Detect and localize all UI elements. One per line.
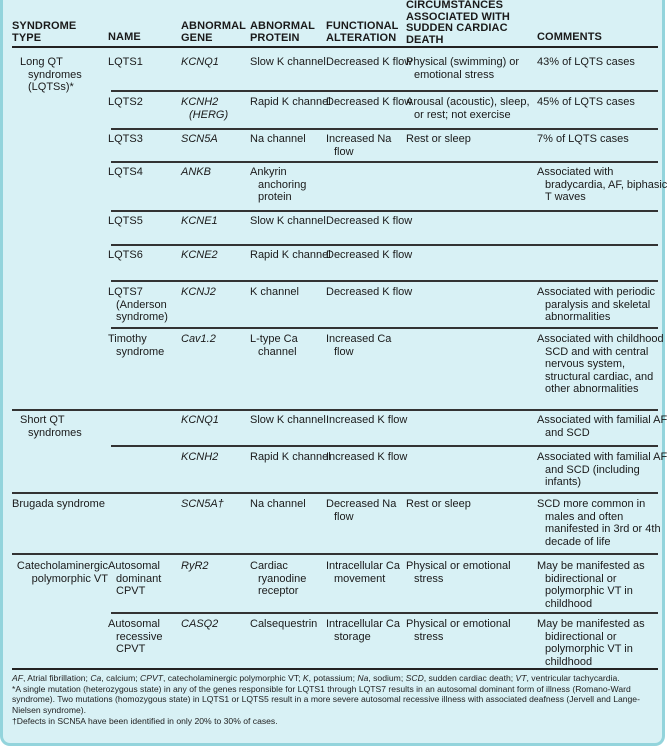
abbr-def: , potassium;	[308, 673, 358, 683]
header-abnormal-gene: ABNORMAL GENE	[181, 20, 246, 44]
cell-comments: May be manifested as bidirectional or polymorphic VT in childhood	[537, 618, 645, 668]
abbr-term: K	[302, 673, 309, 683]
cell-circumstances: Physical or emotional stress	[406, 560, 511, 585]
cell-protein: L-type Ca channel	[250, 333, 298, 358]
footnote-asterisk: *A single mutation (heterozygous state) in any of the genes responsible for LQTS1 through LQTS7 results in an autosomal dominant form of illness (Romano-Ward syndrome). Two mutations (homozygous state) in LQTS1 or LQTS5 result in a more severe autosomal recessive illness with associated deafness (Jervell and Lange-Nielsen syndrome).	[12, 683, 640, 716]
group-rule	[12, 553, 658, 555]
row-rule	[111, 90, 658, 92]
cell-gene: CASQ2	[181, 618, 219, 630]
cell-name: LQTS6	[108, 249, 143, 261]
cell-name: LQTS5	[108, 215, 143, 227]
cell-protein: Rapid K channel	[250, 249, 331, 261]
abbr-term: VT	[515, 673, 527, 683]
abbr-term: Ca	[90, 673, 102, 683]
cell-protein: Cardiac ryanodine receptor	[250, 560, 307, 598]
footnotes	[12, 673, 652, 727]
header-comments: COMMENTS	[537, 31, 602, 43]
cell-function: Decreased K flow	[326, 215, 413, 227]
abbr-def: , sodium;	[368, 673, 406, 683]
cell-name: LQTS7 (Anderson syndrome)	[108, 286, 168, 324]
cell-gene: SCN5A	[181, 133, 218, 145]
cell-function: Decreased K flow	[326, 56, 413, 68]
row-rule	[111, 445, 658, 447]
cell-comments: Associated with familial AF and SCD (including infants)	[537, 451, 668, 489]
cell-gene: RyR2	[181, 560, 209, 572]
cell-function: Decreased K flow	[326, 249, 413, 261]
cell-circumstances: Physical or emotional stress	[406, 618, 511, 643]
cell-function: Increased Ca flow	[326, 333, 392, 358]
group-brugada: Brugada syndrome	[12, 498, 105, 510]
cell-gene: KCNE2	[181, 249, 218, 261]
header-name: NAME	[108, 31, 141, 43]
abbr-term: Na	[357, 673, 369, 683]
abbr-term: CPVT	[140, 673, 163, 683]
cell-gene: KCNJ2	[181, 286, 216, 298]
row-rule	[111, 327, 658, 329]
cell-comments: 45% of LQTS cases	[537, 96, 635, 108]
cell-name: Autosomal recessive CPVT	[108, 618, 163, 656]
group-rule	[12, 492, 658, 494]
cell-comments: Associated with periodic paralysis and skeletal abnormalities	[537, 286, 656, 324]
cell-function: Decreased K flow	[326, 96, 413, 108]
row-rule	[111, 128, 658, 130]
cell-circumstances: Rest or sleep	[406, 133, 471, 145]
cell-function: Increased K flow	[326, 414, 408, 426]
row-rule	[111, 612, 658, 614]
cell-gene: KCNH2	[181, 451, 219, 463]
cell-function: Decreased Na flow	[326, 498, 397, 523]
row-rule	[111, 210, 658, 212]
cell-function: Intracellular Ca movement	[326, 560, 400, 585]
abbr-def: , Atrial fibrillation;	[22, 673, 91, 683]
cell-name: Autosomal dominant CPVT	[108, 560, 162, 598]
cell-protein: Na channel	[250, 498, 306, 510]
cell-protein: Ankyrin anchoring protein	[250, 166, 307, 204]
footnote-dagger: †Defects in SCN5A have been identified in only 20% to 30% of cases.	[12, 715, 278, 726]
cell-comments: Associated with bradycardia, AF, biphasic T waves	[537, 166, 668, 204]
cell-protein: Rapid K channel	[250, 451, 331, 463]
row-rule	[111, 161, 658, 163]
cell-gene: KCNE1	[181, 215, 218, 227]
cell-gene: Cav1.2	[181, 333, 216, 345]
cell-function: Intracellular Ca storage	[326, 618, 400, 643]
cell-gene: KCNQ1	[181, 414, 219, 426]
cell-function: Decreased K flow	[326, 286, 413, 298]
cell-comments: 7% of LQTS cases	[537, 133, 629, 145]
cell-protein: Slow K channel	[250, 56, 326, 68]
cell-gene: KCNQ1	[181, 56, 219, 68]
cell-name: LQTS4	[108, 166, 143, 178]
header-circumstances: CIRCUMSTANCES ASSOCIATED WITH SUDDEN CARDIAC DEATH	[406, 0, 510, 46]
abbr-def: , catecholaminergic polymorphic VT;	[162, 673, 303, 683]
cell-name: LQTS2	[108, 96, 143, 108]
row-rule	[111, 280, 658, 282]
cell-protein: Rapid K channel	[250, 96, 331, 108]
header-functional-alteration: FUNCTIONAL ALTERATION	[326, 20, 399, 44]
group-rule	[12, 409, 658, 411]
table-bottom-rule	[12, 668, 658, 670]
cell-circumstances: Rest or sleep	[406, 498, 471, 510]
abbr-def: , sudden cardiac death;	[423, 673, 516, 683]
header-rule	[12, 46, 658, 48]
cell-name: Timothy syndrome	[108, 333, 165, 358]
cell-gene: SCN5A†	[181, 498, 224, 510]
cell-gene: KCNH2 (HERG)	[181, 96, 229, 121]
cell-circumstances: Physical (swimming) or emotional stress	[406, 56, 520, 81]
cell-protein: Slow K channel	[250, 414, 326, 426]
cell-gene: ANKB	[181, 166, 211, 178]
cell-function: Increased K flow	[326, 451, 408, 463]
cell-circumstances: Arousal (acoustic), sleep, or rest; not exercise	[406, 96, 530, 121]
cell-comments: Associated with familial AF and SCD	[537, 414, 668, 439]
cell-protein: Na channel	[250, 133, 306, 145]
cell-function: Increased Na flow	[326, 133, 392, 158]
footnote-abbreviations	[12, 673, 652, 684]
group-cpvt: Catecholaminergic polymorphic VT	[16, 560, 108, 585]
cell-protein: Calsequestrin	[250, 618, 318, 630]
abbr-term: AF	[12, 673, 23, 683]
header-abnormal-protein: ABNORMAL PROTEIN	[250, 20, 315, 44]
group-long-qt: Long QT syndromes (LQTSs)*	[20, 56, 82, 94]
cell-comments: SCD more common in males and often manifested in 3rd or 4th decade of life	[537, 498, 661, 548]
cell-protein: Slow K channel	[250, 215, 326, 227]
cell-name: LQTS1	[108, 56, 143, 68]
cell-comments: May be manifested as bidirectional or polymorphic VT in childhood	[537, 560, 645, 610]
row-rule	[111, 244, 658, 246]
abbr-def: , calcium;	[101, 673, 141, 683]
abbr-term: SCD	[405, 673, 424, 683]
abbr-def: , ventricular tachycardia.	[526, 673, 620, 683]
cell-comments: Associated with childhood SCD and with central nervous system, structural cardiac, and other abnormalities	[537, 333, 664, 396]
cell-name: LQTS3	[108, 133, 143, 145]
group-short-qt: Short QT syndromes	[20, 414, 82, 439]
cell-protein: K channel	[250, 286, 299, 298]
cell-comments: 43% of LQTS cases	[537, 56, 635, 68]
header-syndrome-type: SYNDROME TYPE	[12, 20, 77, 44]
